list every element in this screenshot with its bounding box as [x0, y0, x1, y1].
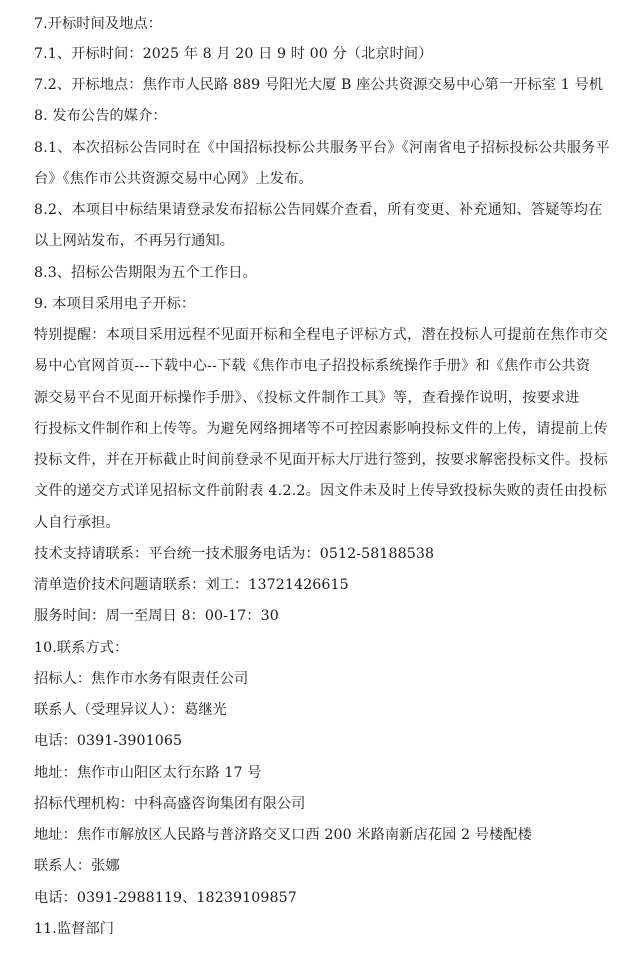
tenderer-address-line: 地址：焦作市山阳区太行东路 17 号 — [34, 765, 262, 781]
notice-line-4: 行投标文件制作和上传等。为避免网络拥堵等不可控因素影响投标文件的上传，请提前上传 — [34, 421, 608, 437]
heading-8: 8. 发布公告的媒介： — [34, 108, 167, 124]
agency-address-line: 地址：焦作市解放区人民路与普济路交叉口西 200 米路南新店花园 2 号楼配楼 — [34, 827, 532, 843]
agency-line: 招标代理机构：中科高盛咨询集团有限公司 — [34, 796, 306, 812]
heading-11: 11.监督部门 — [34, 921, 115, 937]
heading-7: 7.开标时间及地点： — [34, 16, 163, 32]
agency-contact-line: 联系人：张娜 — [34, 858, 120, 874]
tenderer-line: 招标人：焦作市水务有限责任公司 — [34, 671, 249, 687]
notice-line-7: 人自行承担。 — [34, 515, 120, 531]
paragraph-7-2: 7.2、开标地点：焦作市人民路 889 号阳光大厦 B 座公共资源交易中心第一开标室 1 号机 — [34, 77, 604, 93]
notice-line-2: 易中心官网首页---下载中心--下载《焦作市电子招投标系统操作手册》和《焦作市公共资 — [34, 358, 591, 374]
paragraph-8-2-line-2: 以上网站发布，不再另行通知。 — [34, 233, 235, 249]
paragraph-8-1-line-1: 8.1、本次招标公告同时在《中国招标投标公共服务平台》《河南省电子招标投标公共服务平 — [34, 140, 610, 156]
tech-support-line: 技术支持请联系：平台统一技术服务电话为：0512-58188538 — [34, 546, 435, 562]
contact-person-line: 联系人（受理异议人）：葛继光 — [34, 702, 227, 718]
notice-line-1: 特别提醒：本项目采用远程不见面开标和全程电子评标方式，潜在投标人可提前在焦作市交 — [34, 327, 608, 343]
notice-line-5: 投标文件，并在开标截止时间前登录不见面开标大厅进行签到，按要求解密投标文件。投标 — [34, 452, 608, 468]
heading-10: 10.联系方式： — [34, 640, 129, 656]
cost-support-line: 清单造价技术问题请联系：刘工：13721426615 — [34, 577, 349, 593]
paragraph-8-2-line-1: 8.2、本项目中标结果请登录发布招标公告同媒介查看，所有变更、补充通知、答疑等均在 — [34, 202, 603, 218]
notice-line-6: 文件的递交方式详见招标文件前附表 4.2.2。因文件未及时上传导致投标失败的责任由投标 — [34, 483, 608, 499]
paragraph-8-3: 8.3、招标公告期限为五个工作日。 — [34, 265, 257, 281]
service-hours-line: 服务时间：周一至周日 8：00-17：30 — [34, 608, 279, 624]
tenderer-phone-line: 电话：0391-3901065 — [34, 733, 183, 749]
paragraph-7-1: 7.1、开标时间：2025 年 8 月 20 日 9 时 00 分（北京时间） — [34, 46, 433, 62]
notice-line-3: 源交易平台不见面开标操作手册》、《投标文件制作工具》等，查看操作说明，按要求进 — [34, 390, 580, 406]
heading-9: 9. 本项目采用电子开标： — [34, 296, 196, 312]
paragraph-8-1-line-2: 台》《焦作市公共资源交易中心网》上发布。 — [34, 171, 313, 187]
agency-phone-line: 电话：0391-2988119、18239109857 — [34, 890, 297, 906]
